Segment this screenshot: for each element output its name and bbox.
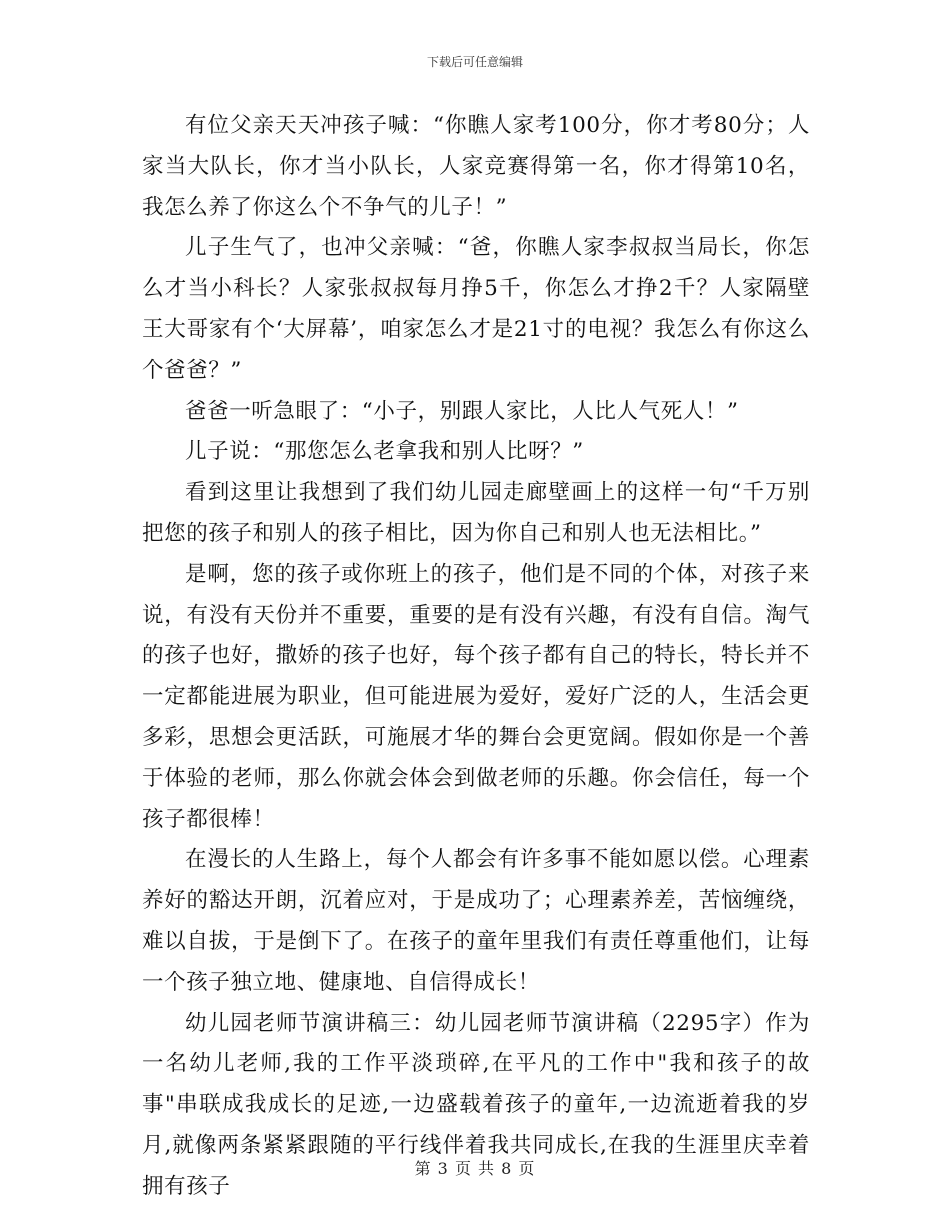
- paragraph-individual-children: 是啊，您的孩子或你班上的孩子，他们是不同的个体，对孩子来说，有没有天份并不重要，重要的是有没有兴趣，有没有自信。淘气的孩子也好，撒娇的孩子也好，每个孩子都有自己的特长，特长并不一定都能进展为职业，但可能进展为爱好，爱好广泛的人，生活会更多彩，思想会更活跃，可施展才华的舞台会更宽阔。假如你是一个善于体验的老师，那么你就会体会到做老师的乐趣。你会信任，每一个孩子都很棒！: [142, 561, 810, 832]
- page-number-footer: 第 3 页 共 8 页: [414, 1159, 536, 1178]
- paragraph-speech-three: 幼儿园老师节演讲稿三：幼儿园老师节演讲稿（2295字）作为一名幼儿老师,我的工作平淡琐碎,在平凡的工作中"我和孩子的故事"串联成我成长的足迹,一边盛载着孩子的童年,一边流逝着我的岁月,就像两条紧紧跟随的平行线伴着我共同成长,在我的生涯里庆幸着拥有孩子: [142, 1010, 810, 1199]
- paragraph-son-asks: 儿子说：“那您怎么老拿我和别人比呀？”: [185, 439, 584, 465]
- paragraph-life-road: 在漫长的人生路上，每个人都会有许多事不能如愿以偿。心理素养好的豁达开朗，沉着应对，于是成功了；心理素养差，苦恼缠绕，难以自拔，于是倒下了。在孩子的童年里我们有责任尊重他们，让每一个孩子独立地、健康地、自信得成长！: [142, 847, 810, 995]
- page-header: 下载后可任意编辑: [426, 55, 523, 69]
- paragraph-mural-quote: 看到这里让我想到了我们幼儿园走廊壁画上的这样一句“千万别把您的孩子和别人的孩子相比，因为你自己和别人也无法相比。”: [142, 480, 810, 546]
- paragraph-father-shouts: 有位父亲天天冲孩子喊：“你瞧人家考100分，你才考80分；人家当大队长，你才当小队长，人家竞赛得第一名，你才得第10名，我怎么养了你这么个不争气的儿子！”: [142, 113, 810, 220]
- document-body: [142, 106, 810, 1208]
- paragraph-father-angry: 爸爸一听急眼了：“小子，别跟人家比，人比人气死人！”: [185, 398, 739, 424]
- paragraph-son-replies: 儿子生气了，也冲父亲喊：“爸，你瞧人家李叔叔当局长，你怎么才当小科长？人家张叔叔每月挣5千，你怎么才挣2千？人家隔壁王大哥家有个‘大屏幕’，咱家怎么才是21寸的电视？我怎么有你这么个爸爸？”: [142, 235, 810, 383]
